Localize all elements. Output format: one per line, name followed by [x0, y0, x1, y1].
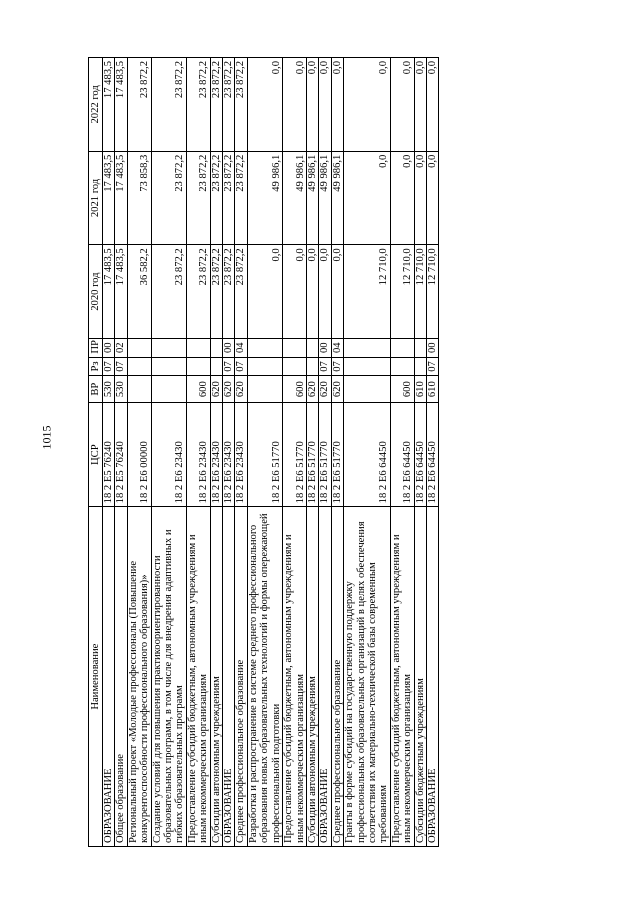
row-pr-cell: 00 [223, 338, 235, 357]
row-pr-cell [151, 338, 186, 357]
row-2022-cell: 0,0 [414, 58, 426, 152]
header-2020: 2020 год [89, 245, 103, 339]
row-pr-cell [247, 338, 282, 357]
header-name: Наименование [89, 507, 103, 847]
table-row [247, 58, 282, 847]
row-2020-cell: 0,0 [331, 245, 343, 339]
row-2020-cell: 0,0 [247, 245, 282, 339]
row-name-cell: ОБРАЗОВАНИЕ [223, 507, 235, 847]
row-pr-cell: 04 [235, 338, 247, 357]
row-2020-cell: 23 872,2 [235, 245, 247, 339]
row-2021-cell: 17 483,5 [115, 151, 127, 245]
row-pr-cell [210, 338, 222, 357]
budget-table [88, 57, 439, 847]
row-pr-cell [390, 338, 414, 357]
row-name-cell: Предоставление субсидий бюджетным, автономным учреждениям и иным некоммерческим организациям [283, 507, 307, 847]
row-2022-cell: 0,0 [247, 58, 282, 152]
row-rz-cell [127, 357, 151, 376]
row-rz-cell [151, 357, 186, 376]
row-csr-cell: 18 2 E5 76240 [115, 403, 127, 507]
page-number: 1015 [39, 425, 54, 450]
row-2022-cell: 17 483,5 [115, 58, 127, 152]
row-pr-cell: 00 [103, 338, 115, 357]
row-csr-cell: 18 2 E6 23430 [186, 403, 210, 507]
row-vr-cell: 620 [319, 376, 331, 403]
row-vr-cell: 620 [235, 376, 247, 403]
row-pr-cell [186, 338, 210, 357]
row-2020-cell: 23 872,2 [186, 245, 210, 339]
row-vr-cell [127, 376, 151, 403]
row-rz-cell: 07 [103, 357, 115, 376]
row-2021-cell: 0,0 [414, 151, 426, 245]
row-vr-cell: 600 [283, 376, 307, 403]
table-row [210, 58, 222, 847]
row-2020-cell: 17 483,5 [103, 245, 115, 339]
row-csr-cell: 18 2 E6 23430 [151, 403, 186, 507]
table-row [331, 58, 343, 847]
row-2020-cell: 17 483,5 [115, 245, 127, 339]
row-vr-cell [344, 376, 391, 403]
row-vr-cell: 600 [186, 376, 210, 403]
table-row [115, 58, 127, 847]
row-2022-cell: 0,0 [344, 58, 391, 152]
row-csr-cell: 18 2 E6 64450 [390, 403, 414, 507]
row-2022-cell: 23 872,2 [223, 58, 235, 152]
row-rz-cell [247, 357, 282, 376]
row-2022-cell: 0,0 [283, 58, 307, 152]
row-csr-cell: 18 2 E6 51770 [319, 403, 331, 507]
rotated-table-container [88, 57, 439, 847]
row-rz-cell: 07 [319, 357, 331, 376]
row-2020-cell: 12 710,0 [390, 245, 414, 339]
row-rz-cell: 07 [235, 357, 247, 376]
table-row [414, 58, 426, 847]
row-name-cell: Субсидии бюджетным учреждениям [414, 507, 426, 847]
row-vr-cell: 530 [103, 376, 115, 403]
row-2021-cell: 73 858,3 [127, 151, 151, 245]
table-row [283, 58, 307, 847]
row-rz-cell: 07 [331, 357, 343, 376]
row-2022-cell: 0,0 [306, 58, 318, 152]
header-pr: ПР [89, 338, 103, 357]
table-row [319, 58, 331, 847]
row-vr-cell [247, 376, 282, 403]
row-rz-cell [210, 357, 222, 376]
header-2021: 2021 год [89, 151, 103, 245]
header-rz: Рз [89, 357, 103, 376]
row-2020-cell: 12 710,0 [426, 245, 438, 339]
row-csr-cell: 18 2 E6 00000 [127, 403, 151, 507]
row-2022-cell: 23 872,2 [210, 58, 222, 152]
row-2022-cell: 0,0 [319, 58, 331, 152]
row-pr-cell [283, 338, 307, 357]
table-row [103, 58, 115, 847]
row-vr-cell: 620 [331, 376, 343, 403]
row-2021-cell: 49 986,1 [306, 151, 318, 245]
row-2021-cell: 49 986,1 [283, 151, 307, 245]
row-2020-cell: 0,0 [283, 245, 307, 339]
row-csr-cell: 18 2 E6 51770 [247, 403, 282, 507]
row-vr-cell: 610 [426, 376, 438, 403]
row-2020-cell: 23 872,2 [210, 245, 222, 339]
row-csr-cell: 18 2 E6 64450 [344, 403, 391, 507]
row-name-cell: Общее образование [115, 507, 127, 847]
row-2020-cell: 0,0 [319, 245, 331, 339]
row-rz-cell: 07 [223, 357, 235, 376]
table-row [235, 58, 247, 847]
row-2021-cell: 49 986,1 [247, 151, 282, 245]
row-2021-cell: 23 872,2 [151, 151, 186, 245]
row-csr-cell: 18 2 E6 51770 [306, 403, 318, 507]
table-body [103, 58, 439, 847]
row-2021-cell: 49 986,1 [331, 151, 343, 245]
row-2022-cell: 0,0 [331, 58, 343, 152]
row-name-cell: Среднее профессиональное образование [331, 507, 343, 847]
row-pr-cell: 02 [115, 338, 127, 357]
row-rz-cell [186, 357, 210, 376]
row-csr-cell: 18 2 E6 64450 [426, 403, 438, 507]
row-name-cell: Гранты в форме субсидий на государственную поддержку профессиональных образовательных организаций в целях обеспечения соответствия их материально-технической базы современным требованиям [344, 507, 391, 847]
row-2022-cell: 23 872,2 [235, 58, 247, 152]
row-2021-cell: 23 872,2 [186, 151, 210, 245]
row-2020-cell: 12 710,0 [344, 245, 391, 339]
row-2021-cell: 23 872,2 [235, 151, 247, 245]
row-csr-cell: 18 2 E6 64450 [414, 403, 426, 507]
row-rz-cell [414, 357, 426, 376]
header-vr: ВР [89, 376, 103, 403]
table-row [344, 58, 391, 847]
row-2022-cell: 0,0 [390, 58, 414, 152]
row-2021-cell: 0,0 [426, 151, 438, 245]
table-row [426, 58, 438, 847]
row-2021-cell: 0,0 [390, 151, 414, 245]
row-csr-cell: 18 2 E6 51770 [283, 403, 307, 507]
row-vr-cell: 600 [390, 376, 414, 403]
row-2021-cell: 23 872,2 [223, 151, 235, 245]
row-csr-cell: 18 2 E6 23430 [210, 403, 222, 507]
row-csr-cell: 18 2 E6 51770 [331, 403, 343, 507]
table-row [223, 58, 235, 847]
table-row [151, 58, 186, 847]
row-name-cell: Региональный проект «Молодые профессионалы (Повышение конкурентоспособности профессионального образования)» [127, 507, 151, 847]
table-header-row [89, 58, 103, 847]
row-name-cell: ОБРАЗОВАНИЕ [319, 507, 331, 847]
row-rz-cell [283, 357, 307, 376]
row-name-cell: ОБРАЗОВАНИЕ [426, 507, 438, 847]
row-rz-cell [306, 357, 318, 376]
table-row [306, 58, 318, 847]
row-rz-cell: 07 [115, 357, 127, 376]
row-2022-cell: 17 483,5 [103, 58, 115, 152]
row-name-cell: Субсидии автономным учреждениям [306, 507, 318, 847]
row-csr-cell: 18 2 E6 23430 [235, 403, 247, 507]
row-csr-cell: 18 2 E6 23430 [223, 403, 235, 507]
row-2021-cell: 17 483,5 [103, 151, 115, 245]
row-pr-cell [306, 338, 318, 357]
row-name-cell: Среднее профессиональное образование [235, 507, 247, 847]
row-pr-cell: 00 [319, 338, 331, 357]
row-vr-cell: 620 [210, 376, 222, 403]
row-name-cell: Разработка и распространение в системе среднего профессионального образования новых образовательных технологий и формы опережающей профессиональной подготовки [247, 507, 282, 847]
row-2022-cell: 0,0 [426, 58, 438, 152]
row-name-cell: Субсидии автономным учреждениям [210, 507, 222, 847]
row-vr-cell: 620 [306, 376, 318, 403]
row-pr-cell [127, 338, 151, 357]
row-name-cell: Предоставление субсидий бюджетным, автономным учреждениям и иным некоммерческим организациям [390, 507, 414, 847]
row-name-cell: Предоставление субсидий бюджетным, автономным учреждениям и иным некоммерческим организациям [186, 507, 210, 847]
row-2022-cell: 23 872,2 [127, 58, 151, 152]
header-csr: ЦСР [89, 403, 103, 507]
row-vr-cell [151, 376, 186, 403]
row-name-cell: ОБРАЗОВАНИЕ [103, 507, 115, 847]
row-vr-cell: 620 [223, 376, 235, 403]
row-pr-cell [414, 338, 426, 357]
row-name-cell: Создание условий для повышения практикоориентированности образовательных программ, в том числе для внедрения адаптивных и гибких образовательных программ [151, 507, 186, 847]
table-row [390, 58, 414, 847]
row-csr-cell: 18 2 E5 76240 [103, 403, 115, 507]
row-2020-cell: 0,0 [306, 245, 318, 339]
table-row [186, 58, 210, 847]
row-2020-cell: 12 710,0 [414, 245, 426, 339]
row-2021-cell: 49 986,1 [319, 151, 331, 245]
row-rz-cell [390, 357, 414, 376]
row-pr-cell [344, 338, 391, 357]
row-pr-cell: 00 [426, 338, 438, 357]
row-2020-cell: 36 582,2 [127, 245, 151, 339]
row-2022-cell: 23 872,2 [151, 58, 186, 152]
row-2022-cell: 23 872,2 [186, 58, 210, 152]
row-vr-cell: 610 [414, 376, 426, 403]
row-2021-cell: 23 872,2 [210, 151, 222, 245]
table-row [127, 58, 151, 847]
row-2020-cell: 23 872,2 [223, 245, 235, 339]
row-2021-cell: 0,0 [344, 151, 391, 245]
row-2020-cell: 23 872,2 [151, 245, 186, 339]
row-rz-cell: 07 [426, 357, 438, 376]
row-rz-cell [344, 357, 391, 376]
row-vr-cell: 530 [115, 376, 127, 403]
row-pr-cell: 04 [331, 338, 343, 357]
header-2022: 2022 год [89, 58, 103, 152]
